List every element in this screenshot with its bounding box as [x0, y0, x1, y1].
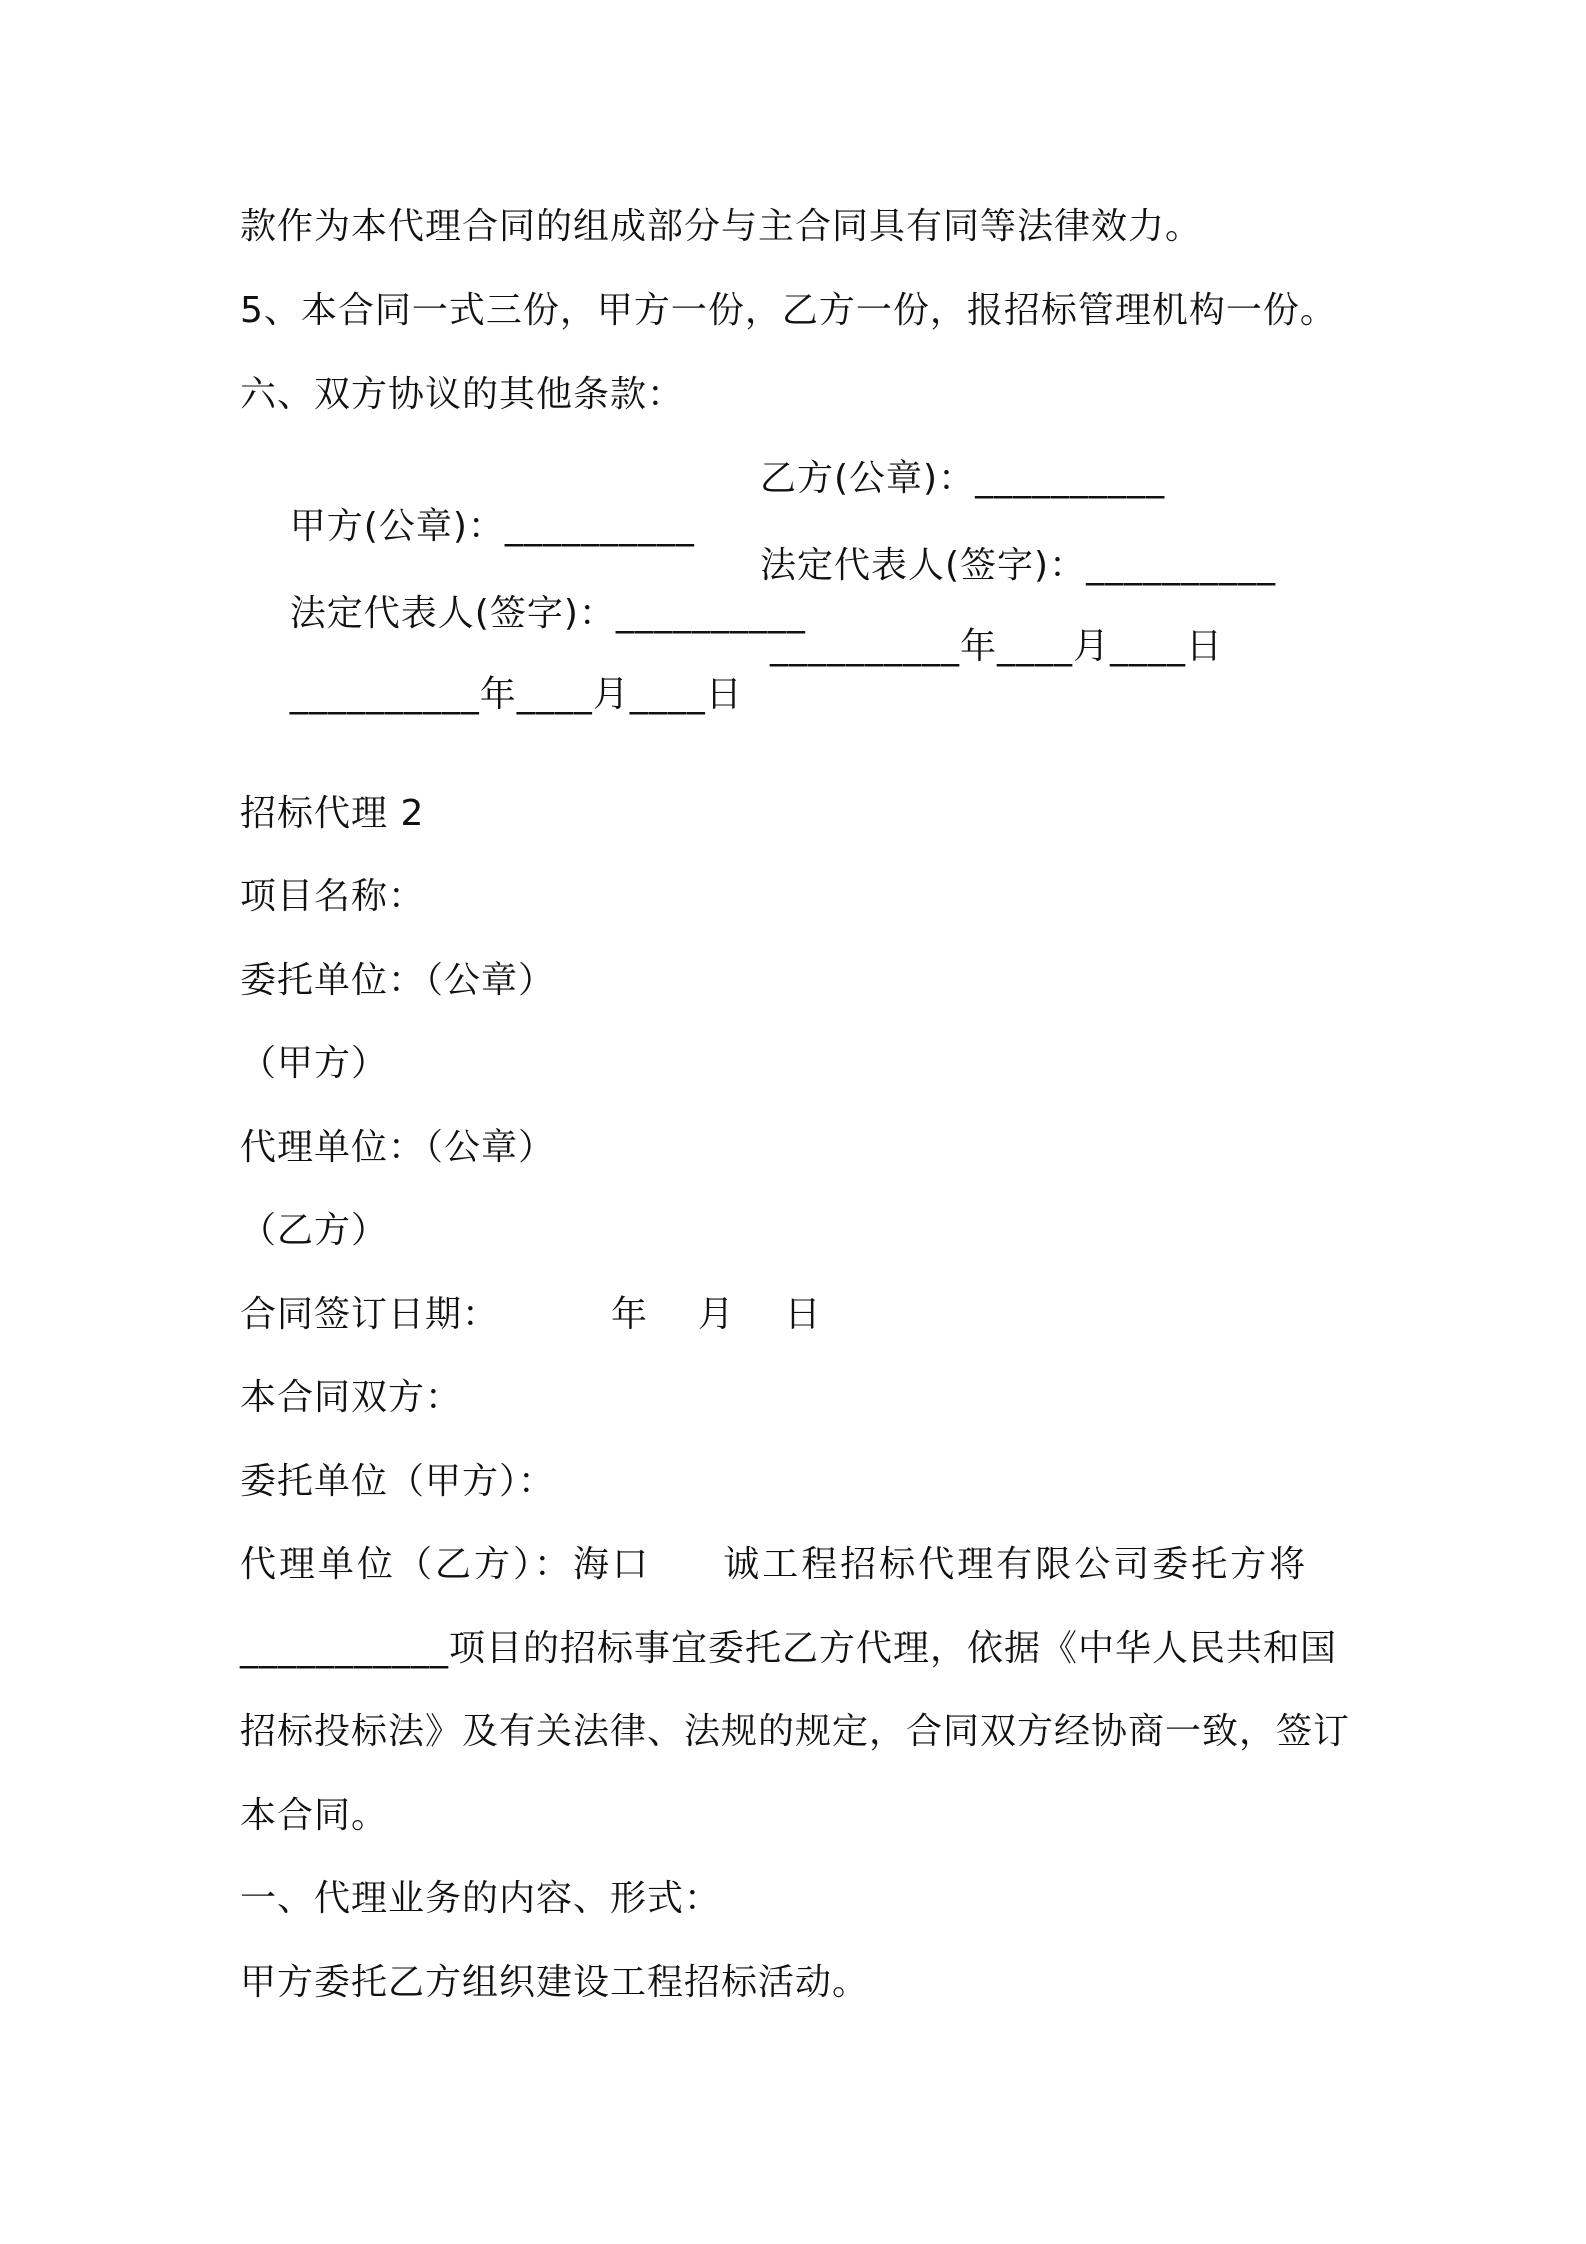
agent-party-label: （乙方） [240, 1210, 389, 1251]
sign-date-label: 合同签订日期： 年 月 日 [240, 1294, 822, 1335]
heading-business-content: 一、代理业务的内容、形式： [240, 1878, 722, 1919]
agent-unit-label: 代理单位：（公章） [240, 1127, 556, 1168]
parties-heading: 本合同双方： [240, 1377, 463, 1418]
section-title: 招标代理 2 [240, 793, 425, 834]
body-paragraph-line-2: ___________项目的招标事宜委托乙方代理，依据《中华人民共和国 [240, 1628, 1338, 1669]
client-line: 委托单位（甲方）： [240, 1461, 556, 1502]
body-paragraph-line-1: 代理单位（乙方）：海口 诚工程招标代理有限公司委托方将 [240, 1544, 1309, 1585]
client-party-label: （甲方） [240, 1043, 389, 1084]
party-b-rep-field: 法定代表人(签字)：__________ [760, 545, 1277, 586]
heading-other-terms: 六、双方协议的其他条款： [240, 374, 685, 415]
signature-date-row [240, 623, 1223, 715]
party-b-date-field: __________年____月____日 [770, 626, 1223, 667]
body-paragraph-line-4: 本合同。 [240, 1795, 389, 1836]
body-paragraph-line-3: 招标投标法》及有关法律、法规的规定，合同双方经协商一致，签订 [240, 1711, 1351, 1752]
paragraph-continuation: 款作为本代理合同的组成部分与主合同具有同等法律效力。 [240, 206, 1203, 247]
party-a-rep-field: 法定代表人(签字)：__________ [289, 593, 806, 634]
party-a-date-field: __________年____月____日 [289, 674, 743, 715]
party-b-seal-field: 乙方(公章)：__________ [760, 458, 1166, 499]
party-a-seal-field: 甲方(公章)：__________ [289, 506, 695, 547]
signature-seal-row [240, 455, 1166, 547]
signature-rep-row [240, 542, 1277, 634]
clause-5: 5、本合同一式三份，甲方一份，乙方一份，报招标管理机构一份。 [240, 290, 1337, 331]
business-content-text: 甲方委托乙方组织建设工程招标活动。 [240, 1962, 870, 2003]
project-name-label: 项目名称： [240, 876, 426, 917]
client-unit-label: 委托单位：（公章） [240, 960, 556, 1001]
